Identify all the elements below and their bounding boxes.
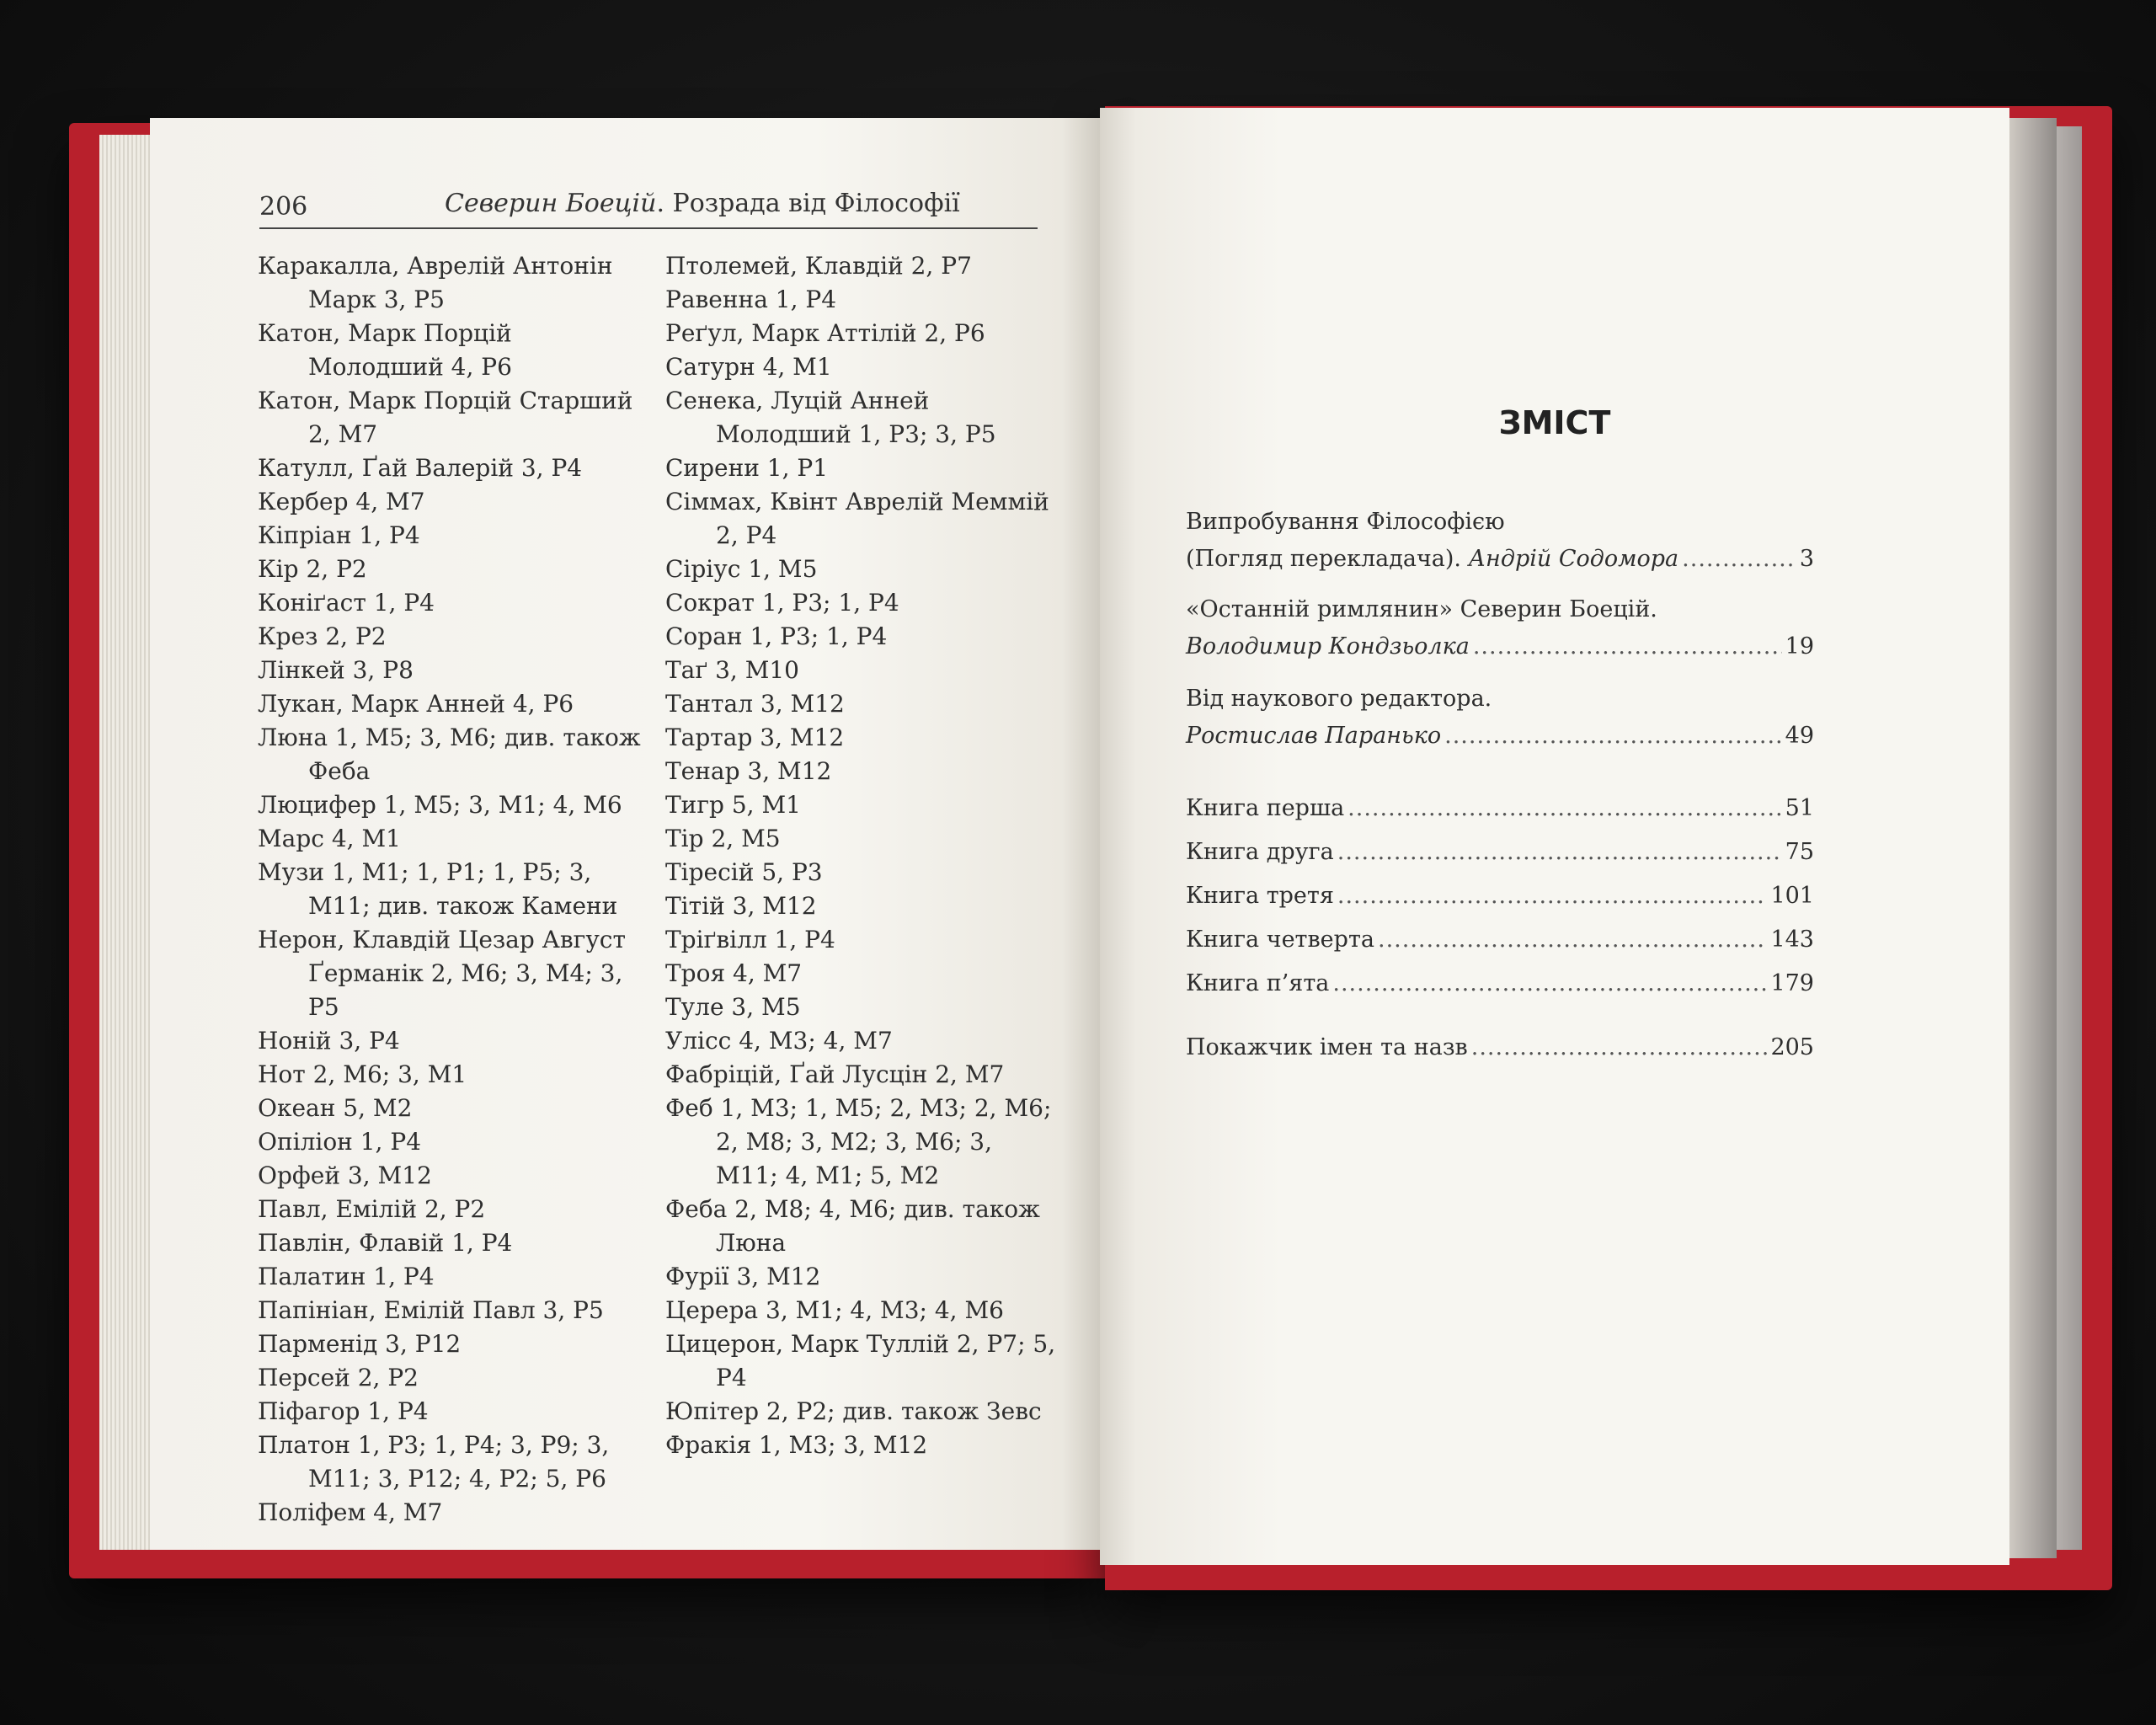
index-entry: Церера 3, М1; 4, М3; 4, М6	[665, 1296, 1004, 1324]
index-entry: Реґул, Марк Аттілій 2, Р6	[665, 319, 985, 347]
page-edges-right	[2009, 118, 2057, 1558]
toc-page-number: 101	[1770, 883, 1814, 909]
index-entry: Кербер 4, М7	[258, 488, 425, 515]
index-entry: Кір 2, Р2	[258, 555, 367, 583]
toc-index-title: Покажчик імен та назв	[1186, 1034, 1468, 1060]
index-entry: Павл, Емілій 2, Р2	[258, 1195, 486, 1223]
index-entry: Катон, Марк Порцій Старший 2, М7	[258, 387, 633, 448]
index-entry: Сирени 1, Р1	[665, 454, 829, 482]
index-entry: Персей 2, Р2	[258, 1364, 419, 1391]
index-entry: Піфагор 1, Р4	[258, 1397, 429, 1425]
index-entry: Кіпріан 1, Р4	[258, 521, 420, 549]
toc-leader-dots	[1682, 541, 1796, 578]
toc-item-title: Випробування Філософією	[1186, 509, 1505, 535]
index-entry: Тітій 3, М12	[665, 892, 817, 920]
index-entry: Феба 2, М8; 4, М6; див. також Люна	[665, 1195, 1040, 1257]
index-entry: Юпітер 2, Р2; див. також Зевс	[665, 1397, 1042, 1425]
index-entry: Музи 1, М1; 1, Р1; 1, Р5; 3, М11; див. також Камени	[258, 858, 618, 920]
index-entry: Фракія 1, М3; 3, М12	[665, 1431, 928, 1459]
toc-item-title: Від наукового редактора.	[1186, 686, 1492, 712]
index-entry: Троя 4, М7	[665, 959, 803, 987]
index-entry: Палатин 1, Р4	[258, 1263, 435, 1290]
index-entry: Океан 5, М2	[258, 1094, 413, 1122]
index-entry: Тигр 5, М1	[665, 791, 801, 819]
toc-book-title: Книга третя	[1186, 883, 1334, 909]
index-entry: Катон, Марк Порцій Молодший 4, Р6	[258, 319, 512, 381]
index-entry: Люна 1, М5; 3, М6; див. також Феба	[258, 724, 641, 785]
toc-page-number: 75	[1785, 839, 1814, 865]
index-entry: Фурії 3, М12	[665, 1263, 821, 1290]
index-entry: Павлін, Флавій 1, Р4	[258, 1229, 513, 1257]
index-entry: Тріґвілл 1, Р4	[665, 926, 835, 953]
index-entry: Парменід 3, Р12	[258, 1330, 462, 1358]
index-entry: Сіріус 1, М5	[665, 555, 818, 583]
index-entry: Опіліон 1, Р4	[258, 1128, 422, 1156]
toc-leader-dots	[1444, 718, 1782, 755]
toc-leader-dots	[1471, 1029, 1768, 1066]
running-head-author: Северин Боецій	[445, 189, 657, 218]
toc-item-last-roman	[1186, 591, 1814, 665]
toc-leader-dots	[1348, 790, 1781, 827]
index-entry: Лукан, Марк Анней 4, Р6	[258, 690, 574, 718]
index-entry: Тартар 3, М12	[665, 724, 845, 751]
page-number: 206	[259, 192, 308, 222]
toc-leader-dots	[1337, 878, 1768, 915]
toc-book-title: Книга п’ята	[1186, 970, 1330, 996]
left-page	[150, 118, 1100, 1550]
index-entry: Улісс 4, М3; 4, М7	[665, 1027, 893, 1055]
index-entry: Орфей 3, М12	[258, 1162, 432, 1189]
toc-page-number: 51	[1785, 795, 1814, 821]
toc-book-4	[1186, 921, 1814, 965]
index-entry: Сатурн 4, М1	[665, 353, 832, 381]
toc-leader-dots	[1332, 965, 1767, 1002]
toc-leader-dots	[1378, 921, 1767, 959]
running-head-title: . Розрада від Філософії	[656, 189, 960, 218]
toc-page-number: 143	[1770, 927, 1814, 953]
toc-page-number: 49	[1785, 723, 1814, 749]
toc-leader-dots	[1337, 834, 1782, 871]
index-entry: Ноній 3, Р4	[258, 1027, 400, 1055]
index-entry: Цицерон, Марк Туллій 2, Р7; 5, Р4	[665, 1330, 1056, 1391]
toc-page-number: 19	[1785, 633, 1814, 660]
index-entry: Нерон, Клавдій Цезар Август Ґерманік 2, М6; 3, М4; 3, Р5	[258, 926, 626, 1021]
table-of-contents	[1186, 504, 1814, 1073]
index-entry: Птолемей, Клавдій 2, Р7	[665, 252, 972, 280]
toc-page-number: 179	[1770, 970, 1814, 996]
index-entry: Соран 1, Р3; 1, Р4	[665, 622, 888, 650]
index-entry: Тіресій 5, Р3	[665, 858, 823, 886]
toc-book-2	[1186, 834, 1814, 878]
index-entry: Тенар 3, М12	[665, 757, 832, 785]
index-entry: Таґ 3, М10	[665, 656, 799, 684]
toc-item-author: Андрій Содомора	[1468, 546, 1679, 572]
toc-book-title: Книга перша	[1186, 795, 1345, 821]
index-entry: Папініан, Емілій Павл 3, Р5	[258, 1296, 604, 1324]
running-head	[445, 189, 960, 218]
page-edges-right-outer	[2057, 126, 2082, 1550]
index-entry: Платон 1, Р3; 1, Р4; 3, Р9; 3, М11; 3, Р12; 4, Р2; 5, Р6	[258, 1431, 610, 1493]
index-entry: Катулл, Ґай Валерій 3, Р4	[258, 454, 583, 482]
index-entry: Тантал 3, М12	[665, 690, 845, 718]
index-entry: Равенна 1, Р4	[665, 286, 837, 313]
index-column-2	[665, 249, 1061, 1462]
toc-item-editor	[1186, 681, 1814, 755]
toc-leader-dots	[1473, 628, 1782, 665]
toc-book-title: Книга друга	[1186, 839, 1334, 865]
index-entry: Поліфем 4, М7	[258, 1498, 443, 1526]
index-entry: Феб 1, М3; 1, М5; 2, М3; 2, М6; 2, М8; 3, М2; 3, М6; 3, М11; 4, М1; 5, М2	[665, 1094, 1052, 1189]
right-page	[1100, 108, 2009, 1565]
index-entry: Сократ 1, Р3; 1, Р4	[665, 589, 899, 617]
toc-book-title: Книга четверта	[1186, 927, 1374, 953]
index-column-1	[258, 249, 654, 1530]
toc-item-author: Ростислав Паранько	[1186, 723, 1442, 749]
toc-page-number: 3	[1799, 546, 1814, 572]
toc-item-translator	[1186, 504, 1814, 578]
index-entry: Марс 4, М1	[258, 825, 401, 852]
toc-book-3	[1186, 878, 1814, 921]
toc-index	[1186, 1029, 1814, 1073]
toc-item-author: Володимир Кондзьолка	[1186, 633, 1470, 660]
toc-book-1	[1186, 790, 1814, 834]
index-entry: Туле 3, М5	[665, 993, 801, 1021]
toc-item-title: «Останній римлянин» Северин Боецій.	[1186, 596, 1657, 622]
header-rule	[259, 227, 1038, 229]
index-entry: Нот 2, М6; 3, М1	[258, 1060, 467, 1088]
index-entry: Крез 2, Р2	[258, 622, 387, 650]
index-entry: Тір 2, М5	[665, 825, 781, 852]
index-entry: Фабріцій, Ґай Лусцін 2, М7	[665, 1060, 1005, 1088]
toc-book-5	[1186, 965, 1814, 1009]
index-entry: Люцифер 1, М5; 3, М1; 4, М6	[258, 791, 622, 819]
index-entry: Сіммах, Квінт Аврелій Меммій 2, Р4	[665, 488, 1049, 549]
toc-item-subtitle: (Погляд перекладача).	[1186, 546, 1469, 572]
index-entry: Коніґаст 1, Р4	[258, 589, 435, 617]
toc-title: ЗМІСТ	[1498, 404, 1611, 441]
index-entry: Сенека, Луцій Анней Молодший 1, Р3; 3, Р5	[665, 387, 996, 448]
index-entry: Каракалла, Аврелій Антонін Марк 3, Р5	[258, 252, 613, 313]
index-entry: Лінкей 3, Р8	[258, 656, 414, 684]
toc-page-number: 205	[1770, 1034, 1814, 1060]
